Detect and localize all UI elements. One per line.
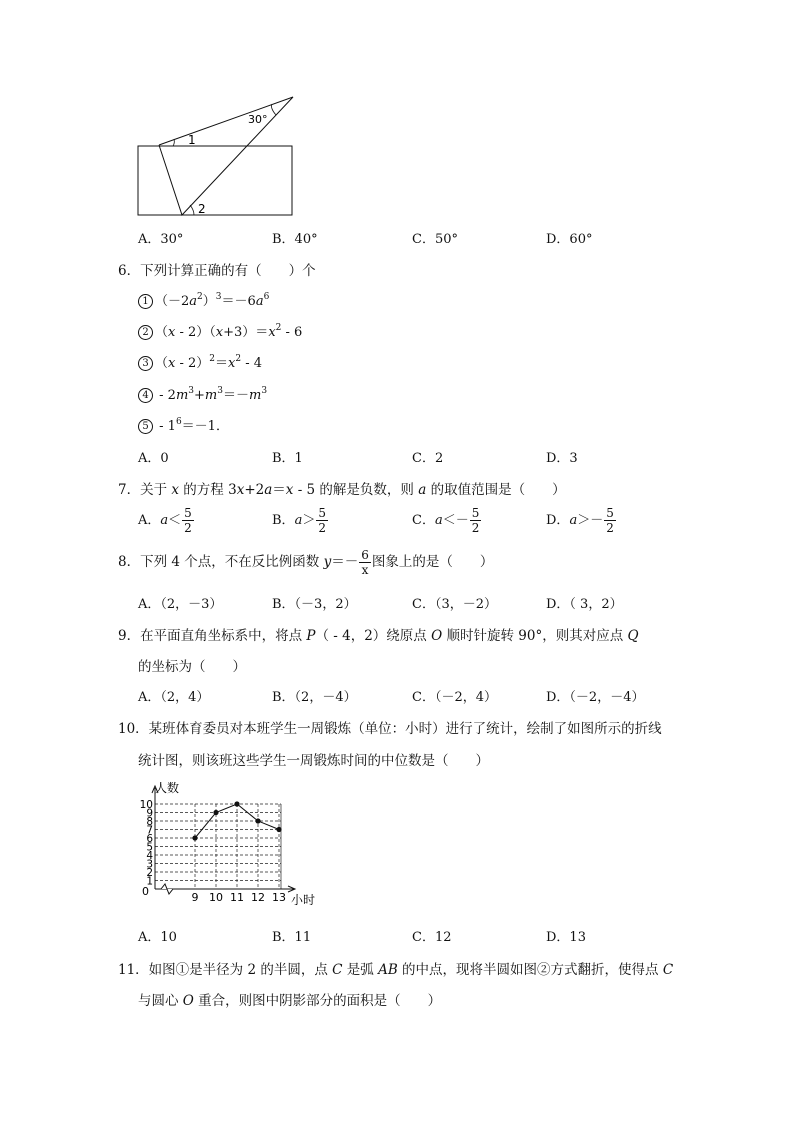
chart-axes [152,786,295,894]
y-tick-label: 6 [146,833,153,845]
data-point [213,810,218,815]
q8-option-b[interactable]: B．（－3，2） [272,597,357,612]
origin-label: 0 [142,885,149,898]
y-tick-label: 9 [146,807,153,820]
q5-option-c[interactable]: C．50° [412,232,458,247]
q5-option-d[interactable]: D．60° [546,232,593,247]
q11-stem-line1: 11．如图①是半径为 2 的半圆，点 C 是弧 AB 的中点，现将半圆如图②方式翻折，使得点 C [118,962,674,978]
line-chart [135,776,325,911]
y-tick-label: 2 [146,867,153,879]
q8-stem: 8．下列 4 个点，不在反比例函数 y＝－ $\frac{6}{x}$ 图象上的是（ ） [118,548,494,577]
q7-option-a[interactable]: A．a＜ $\frac{5}{2}$ [138,506,192,535]
q9-option-b[interactable]: B．（2，－4） [272,690,357,705]
x-tick-label: 13 [272,891,286,904]
fraction: $\frac{5}{2}$ [184,506,192,535]
q8-option-a[interactable]: A．（2，－3） [138,597,223,612]
axis-break [161,884,173,894]
q10-stem-line2: 统计图，则该班这些学生一周锻炼时间的中位数是（ ） [138,753,489,769]
y-tick-label: 1 [146,875,153,888]
x-tick-label: 11 [230,891,244,904]
circled-one: 1 [138,294,153,309]
fraction: $\frac{5}{2}$ [606,506,614,535]
circled-three: 3 [138,356,153,371]
q9-option-d[interactable]: D．（－2，－4） [546,690,645,705]
data-point [276,827,281,832]
fraction: $\frac{5}{2}$ [471,506,480,535]
q8-option-c[interactable]: C．（3，－2） [412,597,497,612]
q9-stem-line2: 的坐标为（ ） [138,659,246,675]
q7-option-b[interactable]: B．a＞ $\frac{5}{2}$ [272,506,326,535]
y-tick-label: 4 [146,850,153,862]
data-point [234,801,239,806]
fraction: $\frac{5}{2}$ [318,506,326,535]
q6-option-b[interactable]: B．1 [272,451,303,466]
q10-option-a[interactable]: A．10 [138,930,177,945]
q5-option-a[interactable]: A．30° [138,232,184,247]
q7-option-d[interactable]: D．a＞－ $\frac{5}{2}$ [546,506,614,535]
y-tick-label: 3 [146,858,153,871]
q9-option-a[interactable]: A．（2，4） [138,690,210,705]
x-tick-label: 10 [209,891,223,904]
circled-five: 5 [138,419,153,434]
angle-30-arc [272,104,277,115]
q6-item-3: 3 $(x - 2)^2=x^2 - 4$ [138,352,262,371]
q9-stem-line1: 9．在平面直角坐标系中，将点 P（ - 4，2）绕原点 O 顺时针旋转 90°，则其对应点 Q [118,628,639,644]
data-point [255,818,260,823]
q6-option-c[interactable]: C．2 [412,451,444,466]
q10-stem-line1: 10．某班体育委员对本班学生一周锻炼（单位：小时）进行了统计，绘制了如图所示的折线 [118,721,662,737]
angle-30-label: 30° [248,113,268,126]
q9-option-c[interactable]: C．（－2，4） [412,690,497,705]
q10-option-d[interactable]: D．13 [546,930,586,945]
q6-item-4: $4 - 2m^3+m^3=-m^3$ [138,384,267,403]
q6-item-5: $5 - 1^6=-1$． [138,415,229,434]
triangle [159,97,293,215]
y-tick-label: 8 [146,816,153,828]
fraction: $\frac{6}{x}$ [361,548,369,577]
x-axis-label: 小时 [291,893,316,907]
q7-stem: 7．关于 x 的方程 3x+2a＝x - 5 的解是负数，则 a 的取值范围是（ ） [118,482,566,498]
triangle-rectangle-figure [130,92,305,222]
q6-stem: 6．下列计算正确的有（ ）个 [118,263,316,279]
q10-option-b[interactable]: B．11 [272,930,312,945]
data-point [192,835,197,840]
circled-two: 2 [138,325,153,340]
q6-item-1: 1 $(-2a^2)^3=-6a^6$ [138,290,269,309]
q11-stem-line2: 与圆心 O 重合，则图中阴影部分的面积是（ ） [138,993,442,1009]
q6-option-d[interactable]: D．3 [546,451,578,466]
y-tick-label: 5 [146,841,153,854]
x-tick-label: 9 [191,891,199,904]
x-tick-label: 12 [251,891,265,904]
angle-2-label: 2 [198,202,206,216]
y-tick-label: 10 [139,799,153,811]
q5-option-b[interactable]: B．40° [272,232,318,247]
q10-option-c[interactable]: C．12 [412,930,452,945]
y-axis-label: 人数 [155,781,180,795]
angle-1-label: 1 [188,133,196,147]
q7-option-c[interactable]: C．a＜－ $\frac{5}{2}$ [412,506,480,535]
y-tick-label: 7 [146,824,153,837]
circled-four: 4 [138,388,153,403]
q8-option-d[interactable]: D．（ 3，2） [546,597,623,612]
chart-grid [155,804,281,889]
q6-item-2: 2 $(x - 2)(x+3)=x^2 - 6$ [138,321,302,340]
q6-option-a[interactable]: A．0 [138,451,169,466]
